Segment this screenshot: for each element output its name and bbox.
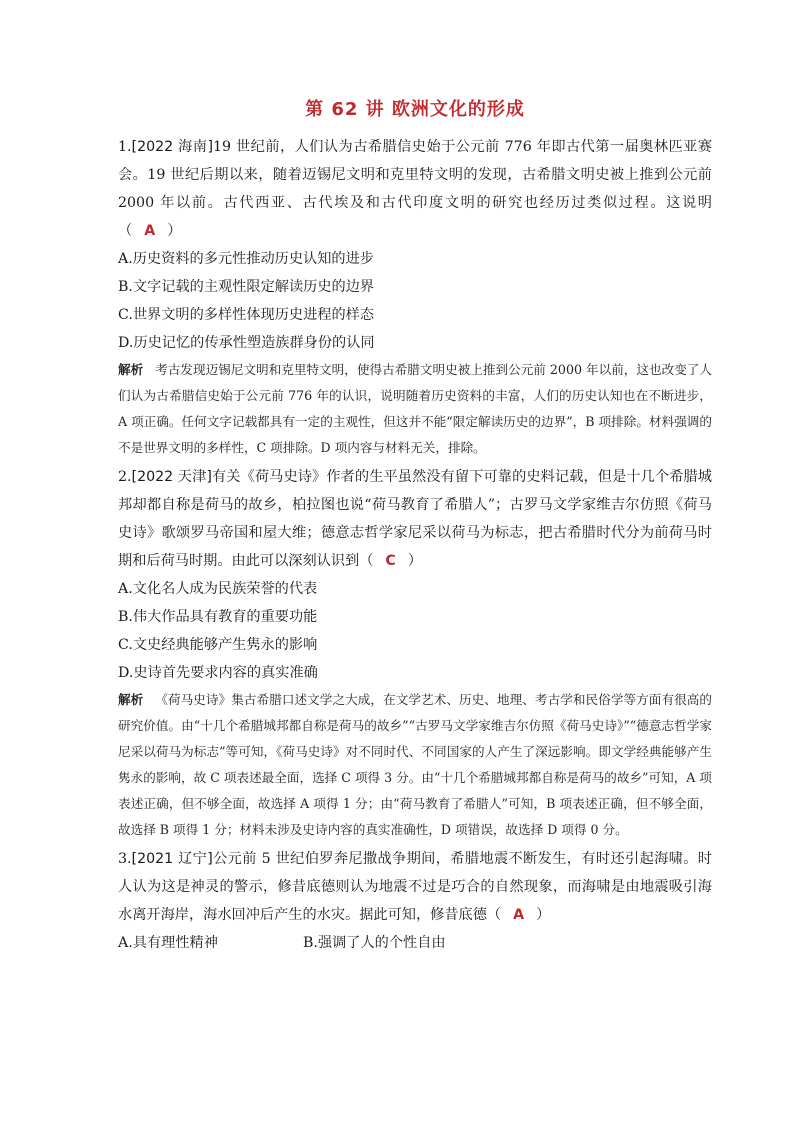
option-b: B.文字记载的主观性限定解读历史的边界 <box>118 279 375 295</box>
question-stem <box>118 133 712 245</box>
explanation-text: 《荷马史诗》集古希腊口述文学之大成，在文学艺术、历史、地理、考古学和民俗学等方面有很高的研究价值。由“十几个希腊城邦都自称是荷马的故乡”“古罗马文学家维吉尔仿照《荷马史诗》”“德意志哲学家尼采以荷马为标志”等可知，《荷马史诗》对不同时代、不同国家的人产生了深远影响。即文学经典能够产生隽永的影响，故 C 项表述最全面，选择 C 项得 3 分。由“十几个希腊城邦都自称是荷马的故乡”可知，A 项表述正确，但不够全面，故选择 A 项得 1 分；由“荷马教育了希腊人”可知，B 项表述正确，但不够全面，故选择 B 项得 1 分；材料未涉及史诗内容的真实准确性，D 项错误，故选择 D 项得 0 分。 <box>118 692 713 837</box>
paren-close: ） <box>167 223 182 239</box>
paren-open: （ <box>359 553 374 569</box>
option-c: C.世界文明的多样性体现历史进程的样态 <box>118 307 375 323</box>
explanation-label: 解析 <box>118 362 144 377</box>
option-a: A.文化名人成为民族荣誉的代表 <box>118 581 318 597</box>
question-stem <box>118 463 712 575</box>
explanation <box>118 687 712 843</box>
question-text: 公元前 5 世纪伯罗奔尼撒战争期间，希腊地震不断发生，有时还引起海啸。时人认为这是神灵的警示，修昔底德则认为地震不过是巧合的自然现象，而海啸是由地震吸引海水离开海岸，海水回冲后产生的水灾。据此可知，修昔底德 <box>118 851 712 923</box>
question-number: 2. <box>118 469 132 485</box>
option-c: C.文史经典能够产生隽永的影响 <box>118 637 318 653</box>
answer-key: A <box>144 223 156 239</box>
question-1 <box>118 133 712 461</box>
answer-key: C <box>385 553 396 569</box>
question-text: 有关《荷马史诗》作者的生平虽然没有留下可靠的史料记载，但是十几个希腊城邦却都自称是荷马的故乡，柏拉图也说“荷马教育了希腊人”；古罗马文学家维吉尔仿照《荷马史诗》歌颂罗马帝国和屋大维；德意志哲学家尼采以荷马为标志，把古希腊时代分为前荷马时期和后荷马时期。由此可以深刻认识到 <box>118 469 712 569</box>
page-title: 第 62 讲 欧洲文化的形成 <box>305 99 525 120</box>
question-3 <box>118 845 712 957</box>
options-row <box>118 929 712 957</box>
paren-close: ） <box>407 553 423 569</box>
explanation <box>118 357 712 461</box>
question-number: 1. <box>118 139 132 155</box>
paren-close: ） <box>536 907 551 923</box>
question-number: 3. <box>118 851 132 867</box>
explanation-label: 解析 <box>118 692 144 707</box>
question-2 <box>118 463 712 843</box>
question-source: [2022 天津] <box>131 469 212 485</box>
question-source: [2022 海南] <box>131 139 213 155</box>
explanation-text: 考古发现迈锡尼文明和克里特文明，使得古希腊文明史被上推到公元前 2000 年以前，这也改变了人们认为古希腊信史始于公元前 776 年的认识，说明随着历史资料的丰富，人们的历史认知也在不断进步，A 项正确。任何文字记载都具有一定的主观性，但这并不能“限定解读历史的边界”，B 项排除。材料强调的不是世界文明的多样性，C 项排除。D 项内容与材料无关，排除。 <box>118 362 713 455</box>
option-b: B.伟大作品具有教育的重要功能 <box>118 609 318 625</box>
paren-open: （ <box>118 223 133 239</box>
paren-open: （ <box>486 907 502 923</box>
option-b: B.强调了人的个性自由 <box>303 935 446 951</box>
option-d: D.历史记忆的传承性塑造族群身份的认同 <box>118 335 375 351</box>
option-d: D.史诗首先要求内容的真实准确 <box>118 665 318 681</box>
question-stem <box>118 845 712 929</box>
option-a: A.历史资料的多元性推动历史认知的进步 <box>118 251 374 267</box>
question-source: [2021 辽宁] <box>131 851 213 867</box>
answer-key: A <box>513 907 525 923</box>
option-a: A.具有理性精神 <box>118 935 218 951</box>
question-text: 19 世纪前，人们认为古希腊信史始于公元前 776 年即古代第一届奥林匹亚赛会。19 世纪后期以来，随着迈锡尼文明和克里特文明的发现，古希腊文明史被上推到公元前 2000 年以前。古代西亚、古代埃及和古代印度文明的研究也经历过类似过程。这说明 <box>118 139 713 211</box>
